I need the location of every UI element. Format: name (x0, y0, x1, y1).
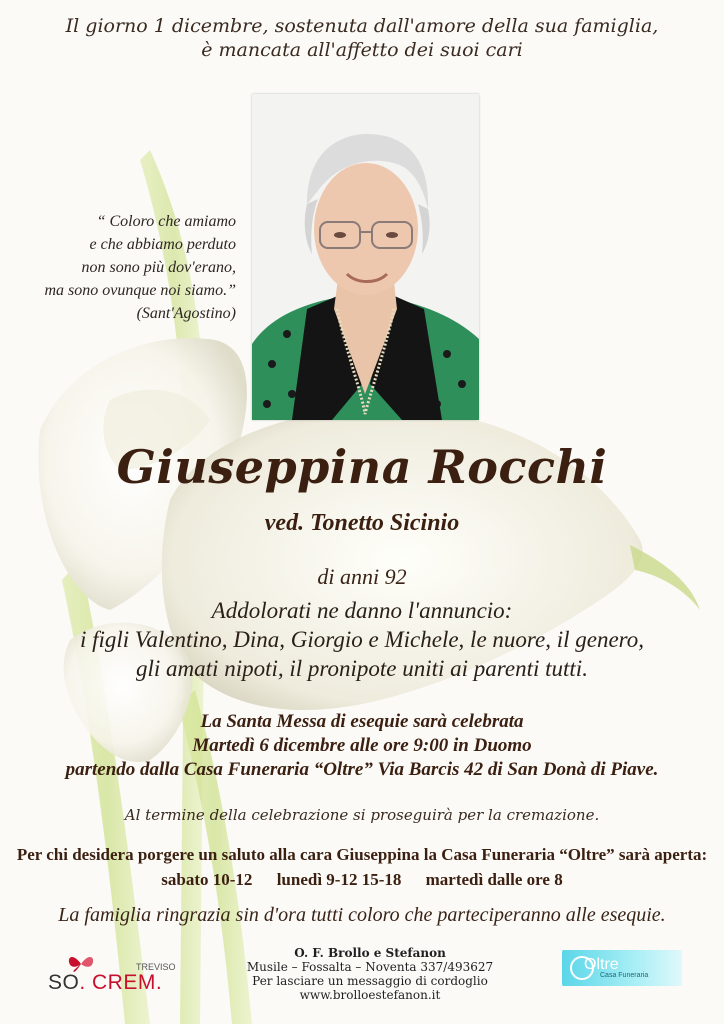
socrem-city: TREVISO (136, 962, 176, 972)
death-announcement (0, 14, 724, 62)
condolence-message-line: Per lasciare un messaggio di cordoglio (252, 974, 488, 988)
quote-line: “ Coloro che amiamo (96, 213, 236, 230)
funeral-details (0, 710, 724, 782)
firm-locations: Musile – Fossalta – Noventa 337/493627 (246, 960, 494, 974)
oltre-name: Oltre (584, 956, 619, 973)
deceased-name: Giuseppina Rocchi (116, 440, 608, 494)
hours-saturday: sabato 10-12 (161, 870, 253, 889)
hours-monday: lunedì 9-12 15-18 (276, 870, 402, 889)
mourners-block (0, 596, 724, 683)
funeral-line: La Santa Messa di esequie sarà celebrata (200, 711, 524, 732)
portrait-photo (252, 94, 479, 420)
quote-line: non sono più dov'erano, (81, 259, 236, 276)
mourners-line: gli amati nipoti, il pronipote uniti ai parenti tutti. (136, 656, 588, 681)
quote-line: e che abbiamo perduto (89, 236, 236, 253)
firm-website: www.brolloestefanon.it (299, 988, 441, 1002)
age: di anni 92 (317, 564, 407, 589)
funeral-home-footer (220, 946, 520, 1002)
oltre-subtitle: Casa Funeraria (600, 972, 649, 979)
announcement-line-2: è mancata all'affetto dei suoi cari (201, 39, 523, 61)
funeral-line: Martedì 6 dicembre alle ore 9:00 in Duomo (192, 735, 532, 756)
quote-attribution: (Sant'Agostino) (136, 305, 236, 322)
funeral-line: partendo dalla Casa Funeraria “Oltre” Via Barcis 42 di San Donà di Piave. (65, 759, 659, 780)
thanks-message: La famiglia ringrazia sin d'ora tutti coloro che parteciperanno alle esequie. (58, 904, 666, 926)
firm-name: O. F. Brollo e Stefanon (294, 946, 446, 960)
quote-line: ma sono ovunque noi siamo.” (44, 282, 236, 299)
visiting-intro: Per chi desidera porgere un saluto alla cara Giuseppina la Casa Funeraria “Oltre” sarà aperta: (16, 845, 708, 864)
socrem-name (48, 971, 162, 995)
visiting-info (0, 842, 724, 892)
visiting-hours (0, 867, 724, 892)
mourners-line: Addolorati ne danno l'annuncio: (211, 598, 513, 623)
socrem-name-a: SO (48, 971, 80, 994)
announcement-line-1: Il giorno 1 dicembre, sostenuta dall'amore della sua famiglia, (65, 15, 659, 37)
hours-tuesday: martedì dalle ore 8 (425, 870, 563, 889)
mourners-line: i figli Valentino, Dina, Giorgio e Michele, le nuore, il genero, (79, 627, 645, 652)
widow-of: ved. Tonetto Sicinio (264, 510, 460, 536)
memorial-quote (30, 210, 236, 325)
cremation-note: Al termine della celebrazione si proseguirà per la cremazione. (124, 806, 600, 824)
socrem-logo (40, 952, 176, 992)
socrem-name-b: . CREM. (79, 971, 163, 994)
oltre-logo (562, 950, 682, 986)
